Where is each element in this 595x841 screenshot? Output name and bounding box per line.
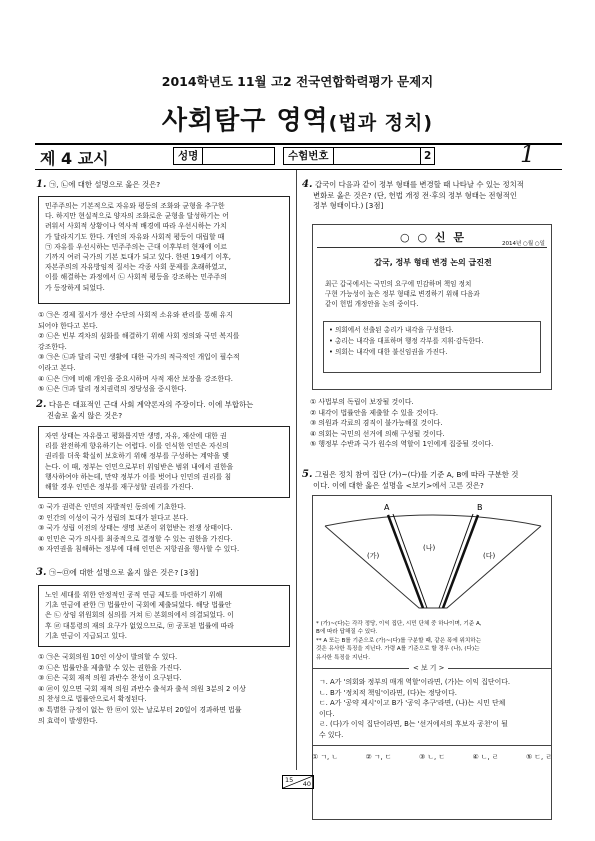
q3-option[interactable]: ① ㉠은 국회의원 10인 이상이 발의할 수 있다. <box>38 653 178 661</box>
footer-total: 40 <box>302 780 311 788</box>
q3-passage-line: 기초 연금이 지급되고 있다. <box>45 631 127 640</box>
q1-option[interactable]: ③ ㉠은 ㉡과 달리 국민 생활에 대한 국가의 적극적인 개입이 필수적 <box>38 353 240 362</box>
q5-option[interactable]: ② ㄱ, ㄷ <box>365 753 392 761</box>
q2-option[interactable]: ④ 인민은 국가 의사를 최종적으로 결정할 수 있는 권한을 가진다. <box>38 534 233 543</box>
q2-stem-text2: 진술로 옳지 않은 것은? <box>47 410 123 420</box>
subject-title <box>0 100 595 137</box>
q1-passage-line: 민주주의는 기본적으로 자유와 평등의 조화와 균형을 추구한 <box>45 202 225 210</box>
q1-number: 1. <box>36 179 47 190</box>
q1-option[interactable]: ⑤ ㉡은 ㉠과 달리 정치권력의 정당성을 중시한다. <box>38 385 187 394</box>
name-box <box>173 147 275 165</box>
diagram-arc <box>325 515 541 526</box>
q4-options <box>310 397 564 450</box>
label-da: (다) <box>483 552 496 560</box>
q3-passage-line: 은 ㉡ 상임 위원회의 심의를 거쳐 ㉢ 본회의에서 의결되었다. 이 <box>45 611 234 620</box>
q3-passage-line: 노인 세대를 위한 안정적인 공적 연금 제도를 마련하기 위해 <box>45 591 223 599</box>
q1-option[interactable]: ④ ㉡은 ㉠에 비해 개인을 중요시하며 사적 재산 보장을 강조한다. <box>38 374 233 383</box>
period-label: 제 4 교시 <box>40 149 109 168</box>
divider-b <box>443 515 478 608</box>
news-body-line: 최근 갑국에서는 국민의 요구에 민감하며 책임 정치 <box>325 280 472 288</box>
q4-option[interactable]: ③ 의원과 각료의 겸직이 불가능해질 것이다. <box>310 419 443 428</box>
q1-stem-text: ㉠, ㉡에 대한 설명으로 옳은 것은? <box>48 180 161 189</box>
q4-option[interactable]: ④ 의회는 국민의 선거에 의해 구성될 것이다. <box>310 429 445 438</box>
q3-option[interactable]: ② ㉡은 법률안을 제출할 수 있는 권한을 가진다. <box>38 663 182 672</box>
label-na: (나) <box>423 544 436 552</box>
q2-passage <box>38 426 290 498</box>
q2-passage-line: 권리를 더욱 확실히 보호하기 위해 정부를 구성하는 계약을 맺 <box>45 452 229 461</box>
divider-a-inner <box>393 514 427 608</box>
q3-option-cont: 의 찬성으로 법률안으로서 확정된다. <box>38 695 147 704</box>
label-ga: (가) <box>367 552 380 560</box>
q4-option[interactable]: ② 내각이 법률안을 제출할 수 있을 것이다. <box>310 408 439 417</box>
news-body-line: 구현 가능성이 높은 정부 형태로 변경하기 위해 다음과 <box>325 290 480 298</box>
bogi-item-cont: 수 있다. <box>319 730 344 739</box>
q1-options <box>38 310 292 395</box>
q2-stem-text: 다음은 대표적인 근대 사회 계약론자의 주장이다. 이에 부합하는 <box>48 400 254 409</box>
news-body <box>325 279 545 309</box>
news-date: 2014년 ○월 ○일 <box>501 241 545 247</box>
diagram-fan <box>325 526 541 608</box>
q1-option-cont: 이라고 본다. <box>38 363 76 372</box>
q4-stem-text: 갑국이 다음과 같이 정부 형태를 변경할 때 나타날 수 있는 정치적 <box>314 180 524 189</box>
q5-option[interactable]: ① ㄱ, ㄴ <box>312 753 339 761</box>
q3-option[interactable]: ④ ㉣이 있으면 국회 재적 의원 과반수 출석과 출석 의원 3분의 2 이상 <box>38 684 246 693</box>
q1-passage <box>38 196 290 304</box>
q1-option-cont: 강조한다. <box>38 342 67 351</box>
q5-note-line: 것은 유사한 특징을 지닌다. 가령 A를 기준으로 할 경우 (나), (다)는 <box>316 646 480 653</box>
q5-option[interactable]: ④ ㄴ, ㄹ <box>472 753 499 761</box>
q5-number: 5. <box>302 469 313 480</box>
q5-option[interactable]: ⑤ ㄷ, ㄹ <box>525 753 552 761</box>
q1-passage-line: 자본주의의 자유방임적 질서는 각종 사회 문제를 초래하였고, <box>45 263 227 272</box>
news-headline: 갑국, 정부 형태 변경 논의 급진전 <box>374 258 492 267</box>
label-b: B <box>477 503 483 512</box>
q1-option[interactable]: ① ㉠은 경제 질서가 생산 수단의 사회적 소유와 관리를 통해 유지 <box>38 311 233 319</box>
q5-note-line: * (가)~(다)는 각각 정당, 이익 집단, 시민 단체 중 하나이며, 기준 A, <box>316 621 482 627</box>
q5-options <box>312 752 552 763</box>
q2-passage-line: 리를 완전하게 향유하기는 어렵다. 이를 인식한 인민은 자신의 <box>45 442 229 451</box>
q1-passage-line: 기까지 여러 국가의 기본 토대가 되고 있다. 한편 19세기 이후, <box>45 253 231 262</box>
footer-page-box <box>282 775 314 789</box>
q2-passage-line: 행사하여야 하는데, 만약 정부가 이를 벗어나 인민의 권리를 침 <box>45 472 232 481</box>
q3-number: 3. <box>36 567 47 578</box>
exam-title: 2014학년도 11월 고2 전국연합학력평가 문제지 <box>161 74 434 89</box>
news-bullet: • 총리는 내각을 대표하며 행정 각부를 지휘·감독한다. <box>329 337 484 345</box>
bogi-item: ㄹ. (다)가 이익 집단이라면, B는 '선거에서의 후보자 공천'이 될 <box>319 720 508 729</box>
news-rule <box>317 247 547 248</box>
q1-passage-line: 려워서 사회적 상황이나 역사적 배경에 따라 우선시하는 가치 <box>45 222 227 231</box>
q3-passage-line: 후 ㉣ 대통령의 재의 요구가 없었으므로, ㉤ 공포된 법률에 따라 <box>45 621 234 630</box>
column-divider <box>296 170 297 770</box>
q3-stem-text: ㉠~㉤에 대한 설명으로 옳지 않은 것은? [3점] <box>48 568 199 577</box>
q1-passage-line: ㉠ 자유를 우선시하는 민주주의는 근대 이후부터 현재에 이르 <box>45 242 227 251</box>
q5-bogi <box>312 664 552 746</box>
q5-stem <box>302 470 564 491</box>
bogi-item: ㄱ. A가 '의회와 정부의 매개 역할'이라면, (가)는 이익 집단이다. <box>319 678 511 686</box>
q3-options <box>38 652 292 726</box>
q5-stem-text2: 이다. 이에 대한 옳은 설명을 <보기>에서 고른 것은? <box>313 480 484 490</box>
q1-passage-line: 이를 해결하는 과정에서 ㉡ 사회적 평등을 강조하는 민주주의 <box>45 273 227 282</box>
footer-current: 15 <box>285 776 294 784</box>
bogi-item: ㄷ. A가 '공약 제시'이고 B가 '공익 추구'라면, (나)는 시민 단체 <box>319 699 506 708</box>
q4-stem-text2: 변화로 옳은 것은? (단, 헌법 개정 전·후의 정부 형태는 전형적인 <box>313 190 517 200</box>
subject-main: 사회탐구 영역 <box>161 106 329 136</box>
news-body-line: 같이 헌법 개정안을 논의 중이다. <box>325 300 419 308</box>
id-box <box>283 147 435 165</box>
grade-digit: 2 <box>420 148 433 164</box>
q1-passage-line: 가 달라지기도 한다. 개인의 자유와 사회적 평등이 대립할 때 <box>45 232 225 241</box>
news-bullet: • 의회는 내각에 대한 불신임권을 가진다. <box>329 348 448 356</box>
q2-option[interactable]: ① 국가 권력은 인민의 자발적인 동의에 기초한다. <box>38 503 186 511</box>
q4-option[interactable]: ⑤ 행정부 수반과 국가 원수의 역할이 1인에게 집중될 것이다. <box>310 440 494 449</box>
divider-b-inner <box>439 514 473 608</box>
q2-option[interactable]: ③ 국가 성립 이전의 상태는 생명 보존이 위험받는 전쟁 상태이다. <box>38 524 233 533</box>
q3-stem <box>36 568 291 579</box>
q3-passage-line: 기초 연금에 관한 ㉠ 법률안이 국회에 제출되었다. 해당 법률안 <box>45 601 232 610</box>
bogi-item-cont: 이다. <box>319 709 335 718</box>
q5-notes <box>316 620 548 662</box>
news-bullets <box>323 321 541 373</box>
q4-option[interactable]: ① 사법부의 독립이 보장될 것이다. <box>310 398 414 406</box>
q5-note-line: ** A 또는 B를 기준으로 (가)~(다)를 구분할 때, 같은 폭에 위치하는 <box>316 637 482 644</box>
q1-stem <box>36 180 291 191</box>
q2-passage-line: 자연 상태는 자유롭고 평화롭지만 생명, 자유, 재산에 대한 권 <box>45 432 227 440</box>
q2-number: 2. <box>36 399 47 410</box>
q5-option[interactable]: ③ ㄴ, ㄷ <box>418 753 446 761</box>
q2-passage-line: 는다. 이 때, 정부는 인민으로부터 위임받은 범위 내에서 권한을 <box>45 462 234 471</box>
q5-diagram <box>315 498 551 616</box>
subject-sub: (법과 정치) <box>328 112 434 134</box>
q5-note-line: 유사한 특징을 지닌다. <box>316 654 370 661</box>
q1-passage-line: 다. 하지만 현실적으로 양자의 조화로운 균형을 달성하기는 어 <box>45 212 229 221</box>
q5-stem-text: 그림은 정치 참여 집단 (가)~(다)를 기준 A, B에 따라 구분한 것 <box>314 470 519 479</box>
q1-option[interactable]: ② ㉡은 빈부 격차의 심화를 해결하기 위해 사회 정의와 국민 복지를 <box>38 332 240 341</box>
q4-stem <box>302 180 564 212</box>
name-label: 성명 <box>174 148 203 164</box>
news-bullet: • 의회에서 선출된 총리가 내각을 구성한다. <box>329 326 454 334</box>
q3-option[interactable]: ⑤ 특별한 규정이 없는 한 ㉤이 있는 날로부터 20일이 경과하면 법률 <box>38 705 242 714</box>
q2-option[interactable]: ⑤ 자연권을 침해하는 정부에 대해 인민은 저항권을 행사할 수 있다. <box>38 545 240 554</box>
divider-a <box>388 515 423 608</box>
q3-passage <box>38 585 290 647</box>
q4-newspaper <box>312 224 552 390</box>
q4-stem-text3: 정부 형태이다.) [3점] <box>313 201 384 210</box>
label-a: A <box>384 503 390 512</box>
q5-note-line: B에 따라 답해질 수 있다. <box>316 629 378 636</box>
id-label: 수험번호 <box>284 148 334 164</box>
q2-passage-line: 해할 경우 인민은 정부를 재구성할 권리를 가진다. <box>45 483 194 492</box>
bogi-item: ㄴ. B가 '정치적 책임'이라면, (다)는 정당이다. <box>319 688 457 697</box>
q2-options <box>38 502 292 555</box>
page-number: 1 <box>520 140 536 168</box>
q3-option-cont: 의 효력이 발생한다. <box>38 716 98 725</box>
q3-option[interactable]: ③ ㉢은 국회 재적 의원 과반수 찬성이 요구된다. <box>38 674 182 683</box>
q1-passage-line: 가 등장하게 되었다. <box>45 283 105 292</box>
q4-number: 4. <box>302 179 313 190</box>
q1-option-cont: 되어야 한다고 본다. <box>38 321 98 330</box>
q2-option[interactable]: ② 인간의 이성이 국가 성립의 토대가 된다고 본다. <box>38 513 189 522</box>
q2-stem <box>36 400 291 421</box>
bogi-label: < 보 기 > <box>409 663 448 674</box>
news-masthead: ○ ○ 신 문 <box>400 231 466 244</box>
